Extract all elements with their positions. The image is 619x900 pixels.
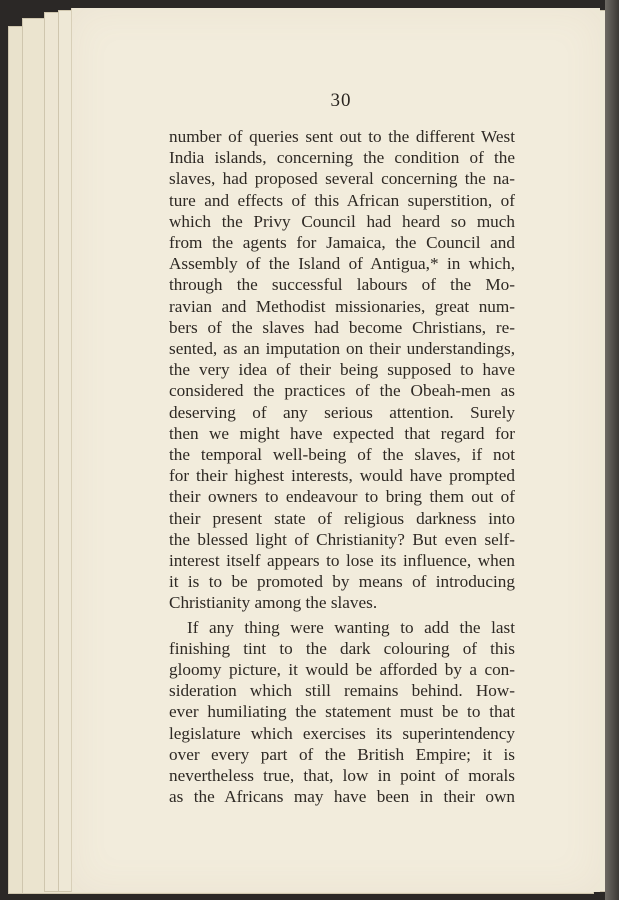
text-line: nevertheless true, that, low in point of morals xyxy=(169,766,515,786)
text-line: then we might have expected that regard for xyxy=(169,423,515,443)
text-line: their present state of religious darkness into xyxy=(169,508,515,528)
text-line: ever humiliating the statement must be to that xyxy=(169,702,515,722)
book-page xyxy=(72,8,600,892)
text-line: legislature which exercises its superintendency xyxy=(169,723,515,743)
text-line: as the Africans may have been in their own xyxy=(169,787,515,807)
text-line: Assembly of the Island of Antigua,* in which, xyxy=(169,254,515,274)
text-line: their owners to endeavour to bring them out of xyxy=(169,487,515,507)
text-line: deserving of any serious attention. Surely xyxy=(169,402,515,422)
body-text xyxy=(169,126,515,808)
text-line: the blessed light of Christianity? But even self- xyxy=(169,529,515,549)
text-line: ravian and Methodist missionaries, great num- xyxy=(169,296,515,316)
text-line: ture and effects of this African superstition, of xyxy=(169,190,515,210)
text-line: slaves, had proposed several concerning the na- xyxy=(169,169,515,189)
text-line: over every part of the British Empire; it is xyxy=(169,744,515,764)
text-line: it is to be promoted by means of introducing xyxy=(169,572,515,592)
text-line: interest itself appears to lose its influence, when xyxy=(169,551,515,571)
text-line: which the Privy Council had heard so much xyxy=(169,211,515,231)
text-line: considered the practices of the Obeah-men as xyxy=(169,381,515,401)
text-line: bers of the slaves had become Christians, re- xyxy=(169,317,515,337)
text-line: from the agents for Jamaica, the Council and xyxy=(169,233,515,253)
page-number: 30 xyxy=(330,90,352,111)
text-line: for their highest interests, would have prompted xyxy=(169,466,515,486)
text-line: the very idea of their being supposed to have xyxy=(169,360,515,380)
text-line: the temporal well-being of the slaves, if not xyxy=(169,445,515,465)
text-line: India islands, concerning the condition of the xyxy=(169,148,515,168)
text-line: number of queries sent out to the different West xyxy=(169,127,515,146)
text-line: through the successful labours of the Mo- xyxy=(169,275,515,295)
text-line: If any thing were wanting to add the last xyxy=(187,617,515,637)
text-line: Christianity among the slaves. xyxy=(169,593,378,613)
text-line: gloomy picture, it would be afforded by a con- xyxy=(169,660,515,680)
text-line: finishing tint to the dark colouring of this xyxy=(169,638,515,658)
book-spine xyxy=(605,0,619,900)
text-line: sented, as an imputation on their understandings, xyxy=(169,339,515,359)
text-line: sideration which still remains behind. How- xyxy=(169,681,515,701)
